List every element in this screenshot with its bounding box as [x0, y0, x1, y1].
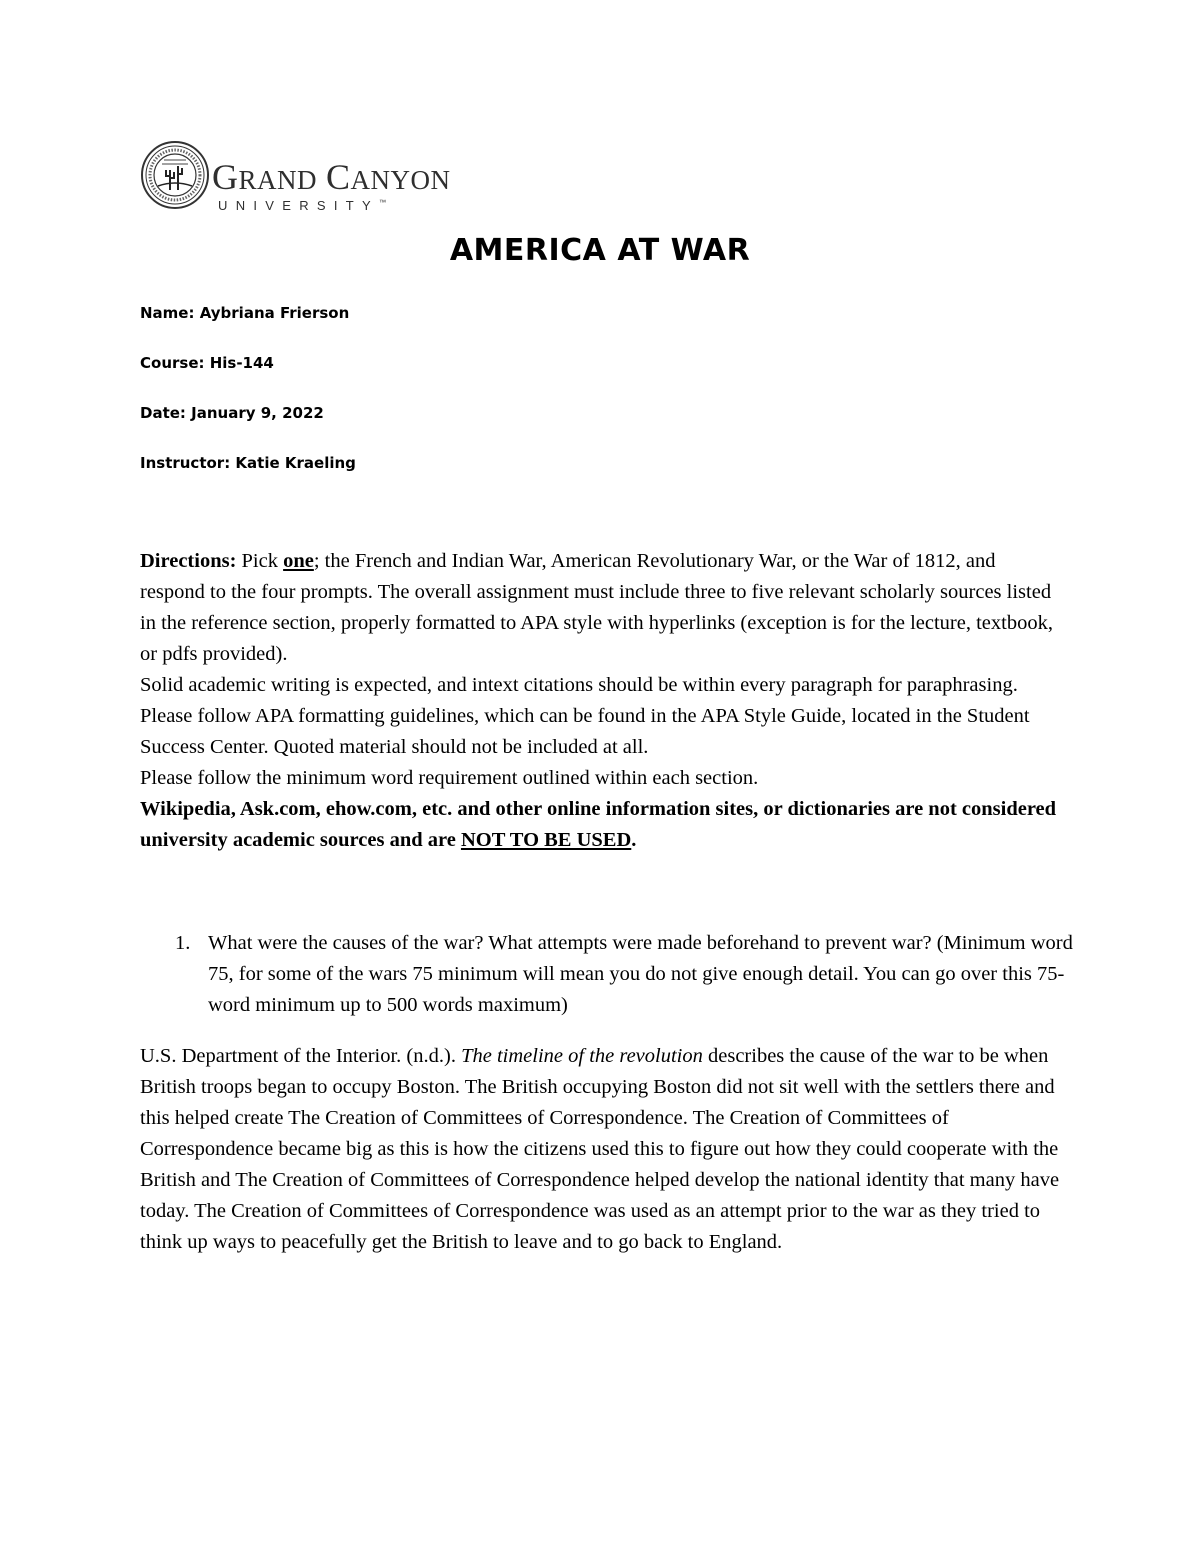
- logo-word-rand: RAND: [238, 165, 318, 195]
- directions-writing-paragraph: Solid academic writing is expected, and intext citations should be within every paragraph for paraphrasing. Please follow APA formatting guidelines, which can be found in the APA Style Guide, located in the Student Success Center. Quoted material should not be included at all.: [140, 674, 1030, 758]
- university-logo: [140, 140, 460, 212]
- question-number: 1.: [175, 932, 191, 954]
- logo-word-anyon: ANYON: [350, 165, 451, 195]
- document-title: AMERICA AT WAR: [449, 233, 751, 268]
- question-text: What were the causes of the war? What attempts were made beforehand to prevent war? (Minimum word 75, for some of the wars 75 minimum will mean you do not give enough detail. You can go over this 75-word minimum up to 500 words maximum): [208, 932, 1073, 1016]
- logo-initial-g: G: [212, 157, 239, 197]
- answer-1: [140, 1041, 1065, 1258]
- answer-text: describes the cause of the war to be when British troops began to occupy Boston. The British occupying Boston did not sit well with the settlers there and this helped create The Creation of Committees of Correspondence. The Creation of Committees of Correspondence became big as this is how the citizens used this to figure out how they could cooperate with the British and The Creation of Committees of Correspondence helped develop the national identity that many have today. The Creation of Committees of Correspondence was used as an attempt prior to the war as they tried to think up ways to peacefully get the British to leave and to go back to England.: [140, 1045, 1060, 1253]
- directions-word-requirement: Please follow the minimum word requirement outlined within each section.: [140, 767, 759, 789]
- directions-paragraph: Directions: Pick one; the French and Indian War, American Revolutionary War, or the War of 1812, and respond to the four prompts. The overall assignment must include three to five relevant scholarly sources listed in the reference section, properly formatted to APA style with hyperlinks (exception is for the lecture, textbook, or pdfs provided).: [140, 550, 1053, 665]
- logo-initial-c: C: [326, 157, 351, 197]
- student-name: Name: Aybriana Frierson: [140, 304, 350, 322]
- university-wordmark: [212, 157, 451, 213]
- university-seal-icon: [140, 140, 210, 210]
- answer-source-title: The timeline of the revolution: [461, 1045, 703, 1067]
- course-code: Course: His-144: [140, 354, 274, 372]
- directions-section: [140, 546, 1065, 856]
- submission-date: Date: January 9, 2022: [140, 404, 324, 422]
- directions-sources-warning: Wikipedia, Ask.com, ehow.com, etc. and other online information sites, or dictionaries are not considered university academic sources and are NOT TO BE USED.: [140, 798, 1057, 851]
- logo-university-line: UNIVERSITY™: [218, 198, 387, 213]
- answer-source: U.S. Department of the Interior. (n.d.).: [140, 1045, 462, 1067]
- instructor-name: Instructor: Katie Kraeling: [140, 454, 356, 472]
